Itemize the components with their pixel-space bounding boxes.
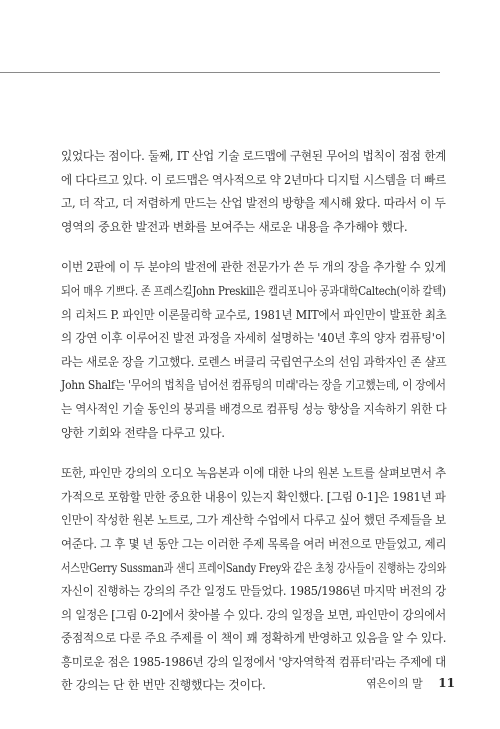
text-line: 는 역사적인 기술 동인의 붕괴를 배경으로 컴퓨팅 성능 향상을 지속하기 위한 다 (61, 401, 447, 416)
page-footer (366, 675, 455, 691)
text-line: 에 다다르고 있다. 이 로드맵은 역사적으로 약 2년마다 디지털 시스템을 더 빠르 (61, 172, 446, 187)
text-line: 라는 새로운 장을 기고했다. 로렌스 버클리 국립연구소의 선임 과학자인 존 샬프 (61, 354, 447, 369)
text-line: 가적으로 포함할 만한 중요한 내용이 있는지 확인했다. [그림 0-1]은 1981년 파 (61, 489, 446, 504)
text-line: 있었다는 점이다. 둘째, IT 산업 기술 로드맵에 구현된 무어의 법칙이 점점 한계 (61, 149, 447, 163)
text-line: 양한 기회와 전략을 다루고 있다. (61, 425, 225, 440)
text-line: 의 강연 이후 이루어진 발전 과정을 자세히 설명하는 '40년 후의 양자 컴퓨팅'이 (61, 331, 446, 346)
text-line: 여준다. 그 후 몇 년 동안 그는 이러한 주제 목록을 여러 버전으로 만들었고, 제리 (61, 536, 447, 551)
text-line: 인만이 작성한 원본 노트로, 그가 계산학 수업에서 다루고 싶어 했던 주제들을 보 (61, 513, 446, 528)
text-line: 고, 더 작고, 더 저렴하게 만드는 산업 발전의 방향을 제시해 왔다. 따라서 이 두 (61, 196, 446, 211)
body-text (61, 145, 446, 715)
text-line: John Shalf는 '무어의 법칙을 넘어선 컴퓨팅의 미래'라는 장을 기고했는데, 이 장에서 (61, 378, 446, 393)
text-line: 흥미로운 점은 1985-1986년 강의 일정에서 '양자역학적 컴퓨터'라는 주제에 대 (61, 654, 446, 669)
text-line: 한 강의는 단 한 번만 진행했다는 것이다. (61, 678, 266, 693)
paragraph-2 (61, 256, 446, 445)
text-line: 자신이 진행하는 강의의 주간 일정도 만들었다. 1985/1986년 마지막 버전의 강 (61, 584, 446, 599)
paragraph-3 (61, 462, 446, 698)
paragraph-1 (61, 145, 446, 239)
text-line: 이번 2판에 이 두 분야의 발전에 관한 전문가가 쓴 두 개의 장을 추가할 수 있게 (61, 260, 446, 275)
running-title: 엮은이의 말 (366, 677, 423, 690)
text-line: 중점적으로 다룬 주요 주제를 이 책이 꽤 정확하게 반영하고 있음을 알 수 있다. (61, 631, 447, 646)
text-line: 되어 매우 기쁘다. 존 프레스킬John Preskill은 캘리포니아 공과대학Caltech(이하 칼텍) (61, 283, 446, 298)
text-line: 영역의 중요한 발전과 변화를 보여주는 새로운 내용을 추가해야 했다. (61, 219, 408, 234)
text-line: 의 리처드 P. 파인만 이론물리학 교수로, 1981년 MIT에서 파인만이 발표한 최초 (61, 307, 447, 322)
page-number: 11 (438, 676, 455, 690)
header-rule (0, 72, 440, 73)
text-line: 의 일정은 [그림 0-2]에서 찾아볼 수 있다. 강의 일정을 보면, 파인만이 강의에서 (61, 607, 446, 622)
text-line: 또한, 파인만 강의의 오디오 녹음본과 이에 대한 나의 원본 노트를 살펴보면서 추 (61, 466, 446, 481)
text-line: 서스만Gerry Sussman과 샌디 프레이Sandy Frey와 같은 초청 강사들이 진행하는 강의와 (61, 560, 446, 575)
